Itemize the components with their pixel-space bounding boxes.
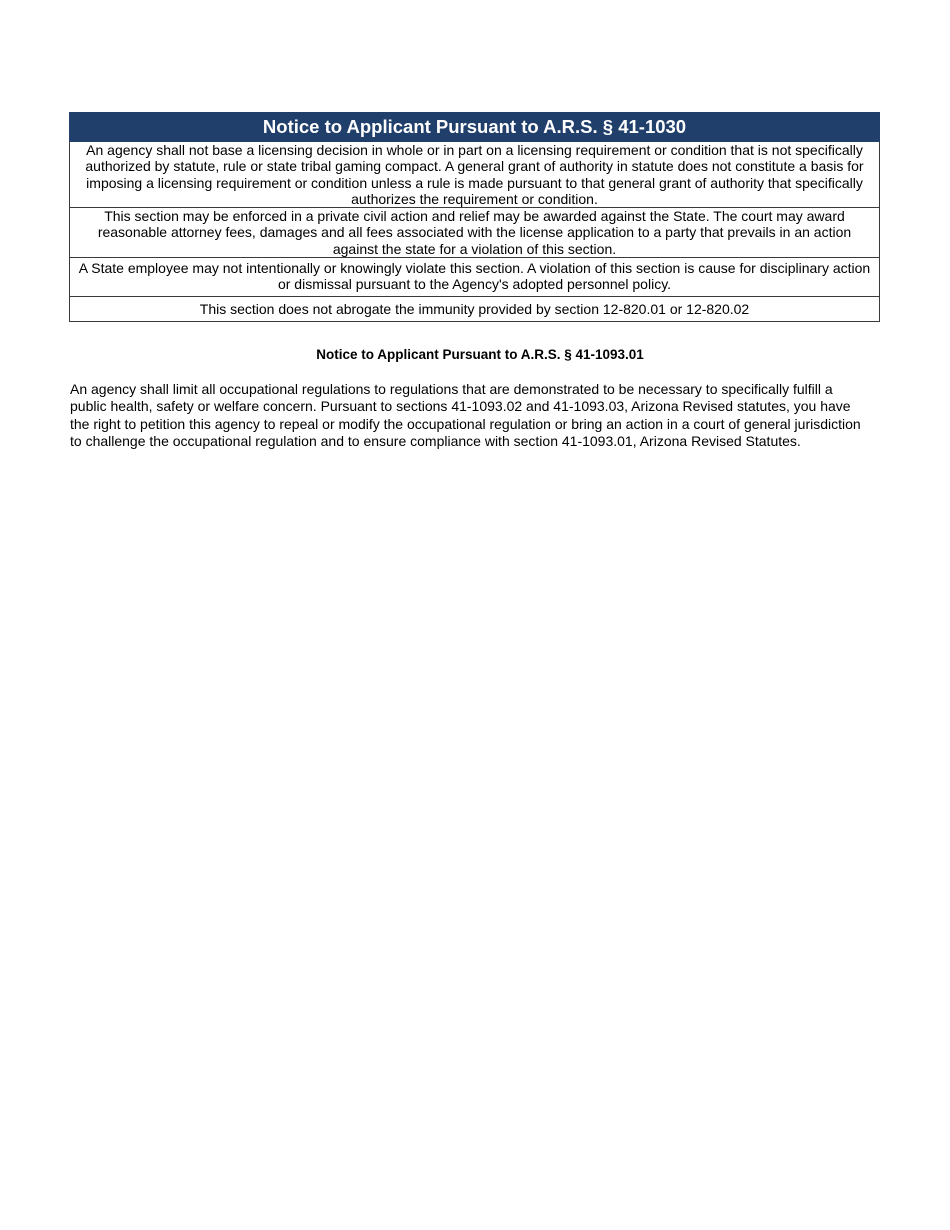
notice-1030-table [69, 112, 880, 322]
notice-1030-header-row [70, 113, 880, 142]
notice-1093-title: Notice to Applicant Pursuant to A.R.S. § 41-1093.01 [316, 347, 644, 362]
notice-1030-paragraph-private-civil-action: This section may be enforced in a private civil action and relief may be awarded against the State. The court may award reasonable attorney fees, damages and all fees associated with the license application to a party that prevails in an action against the state for a violation of this section. [70, 208, 880, 258]
notice-1093-body: An agency shall limit all occupational regulations to regulations that are demonstrated to be necessary to specifically fulfill a public health, safety or welfare concern. Pursuant to sections 41-1093.02 and 41-1093.03, Arizona Revised statutes, you have the right to petition this agency to repeal or modify the occupational regulation or bring an action in a court of general jurisdiction to challenge the occupational regulation and to ensure compliance with section 41-1093.01, Arizona Revised Statutes. [70, 381, 861, 450]
table-row [70, 142, 880, 208]
notice-1030-paragraph-immunity: This section does not abrogate the immunity provided by section 12-820.01 or 12-820.02 [70, 297, 880, 322]
table-row [70, 297, 880, 322]
notice-1030-paragraph-licensing-decision: An agency shall not base a licensing decision in whole or in part on a licensing requirement or condition that is not specifically authorized by statute, rule or state tribal gaming compact. A general grant of authority in statute does not constitute a basis for imposing a licensing requirement or condition unless a rule is made pursuant to that general grant of authority that specifically authorizes the requirement or condition. [70, 142, 880, 208]
table-row [70, 208, 880, 258]
table-row [70, 258, 880, 297]
notice-1030-paragraph-state-employee: A State employee may not intentionally or knowingly violate this section. A violation of this section is cause for disciplinary action or dismissal pursuant to the Agency's adopted personnel policy. [70, 258, 880, 297]
notice-1030-title: Notice to Applicant Pursuant to A.R.S. § 41-1030 [70, 113, 880, 142]
